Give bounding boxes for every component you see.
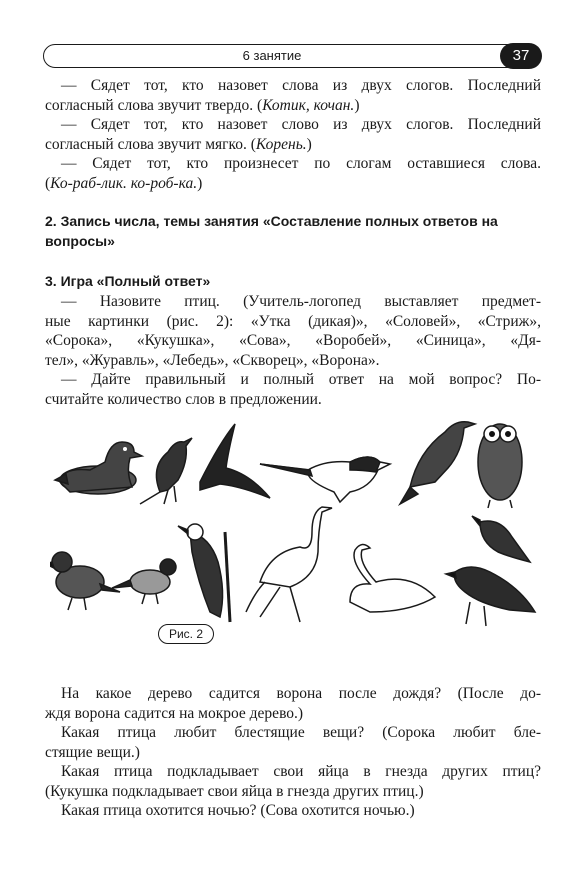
question-line: стящие вещи.) bbox=[45, 743, 140, 761]
question-line: Какая птица любит блестящие вещи? (Сорока любит бле- bbox=[61, 724, 541, 741]
swift-image bbox=[200, 424, 270, 498]
question-line: ждя ворона садится на мокрое дерево.) bbox=[45, 704, 304, 722]
section-3-line: считайте количество слов в предложении. bbox=[45, 390, 322, 408]
crane-image bbox=[246, 507, 332, 622]
question-line: Какая птица охотится ночью? (Сова охотится ночью.) bbox=[61, 802, 415, 819]
duck-image bbox=[55, 442, 142, 494]
nightingale-image bbox=[140, 438, 192, 504]
starling-image bbox=[472, 516, 530, 562]
intro-line-5: — Сядет тот, кто произнесет по слогам оставшиеся слова. bbox=[61, 155, 541, 172]
intro-line-1: — Сядет тот, кто назовет слова из двух слогов. Последний bbox=[61, 77, 541, 94]
questions-text bbox=[45, 684, 541, 821]
page-number: 37 bbox=[500, 43, 542, 69]
intro-line-3: — Сядет тот, кто назовет слово из двух слогов. Последний bbox=[61, 116, 541, 133]
section-3-text bbox=[45, 292, 541, 409]
section-3-line: — Назовите птиц. (Учитель-логопед выставляет предмет- bbox=[61, 293, 541, 310]
lesson-title: 6 занятие bbox=[242, 48, 302, 63]
figure-caption: Рис. 2 bbox=[158, 624, 214, 644]
intro-line-6: (Ко-раб-лик. ко-роб-ка.) bbox=[45, 174, 203, 192]
intro-line-2: согласный слова звучит твердо. (Котик, кочан.) bbox=[45, 96, 360, 114]
section-3-line: ные картинки (рис. 2): «Утка (дикая)», «Соловей», «Стриж», bbox=[45, 312, 541, 330]
section-3-line: тел», «Журавль», «Лебедь», «Скворец», «Ворона». bbox=[45, 351, 380, 369]
section-3-line: — Дайте правильный и полный ответ на мой вопрос? По- bbox=[61, 371, 541, 388]
section-3-line: «Сорока», «Кукушка», «Сова», «Воробей», «Синица», «Дя- bbox=[45, 332, 541, 349]
section-2-heading: 2. Запись числа, темы занятия «Составление полных ответов на вопросы» bbox=[45, 213, 498, 249]
crow-image bbox=[446, 567, 535, 626]
question-line: На какое дерево садится ворона после дождя? (После до- bbox=[61, 685, 541, 702]
intro-text bbox=[45, 76, 541, 193]
woodpecker-image bbox=[178, 524, 230, 622]
question-line: (Кукушка подкладывает свои яйца в гнезда других птиц.) bbox=[45, 782, 424, 800]
swan-image bbox=[350, 544, 435, 612]
titmouse-image bbox=[112, 559, 176, 604]
owl-image bbox=[478, 424, 522, 508]
page-header bbox=[43, 44, 541, 68]
intro-line-4: согласный слова звучит мягко. (Корень.) bbox=[45, 135, 312, 153]
birds-illustration bbox=[50, 412, 540, 652]
magpie-image bbox=[260, 457, 390, 502]
sparrow-image bbox=[50, 552, 120, 610]
section-3-heading: 3. Игра «Полный ответ» bbox=[45, 273, 211, 289]
question-line: Какая птица подкладывает свои яйца в гнезда других птиц? bbox=[61, 763, 541, 780]
cuckoo-image bbox=[400, 422, 475, 504]
